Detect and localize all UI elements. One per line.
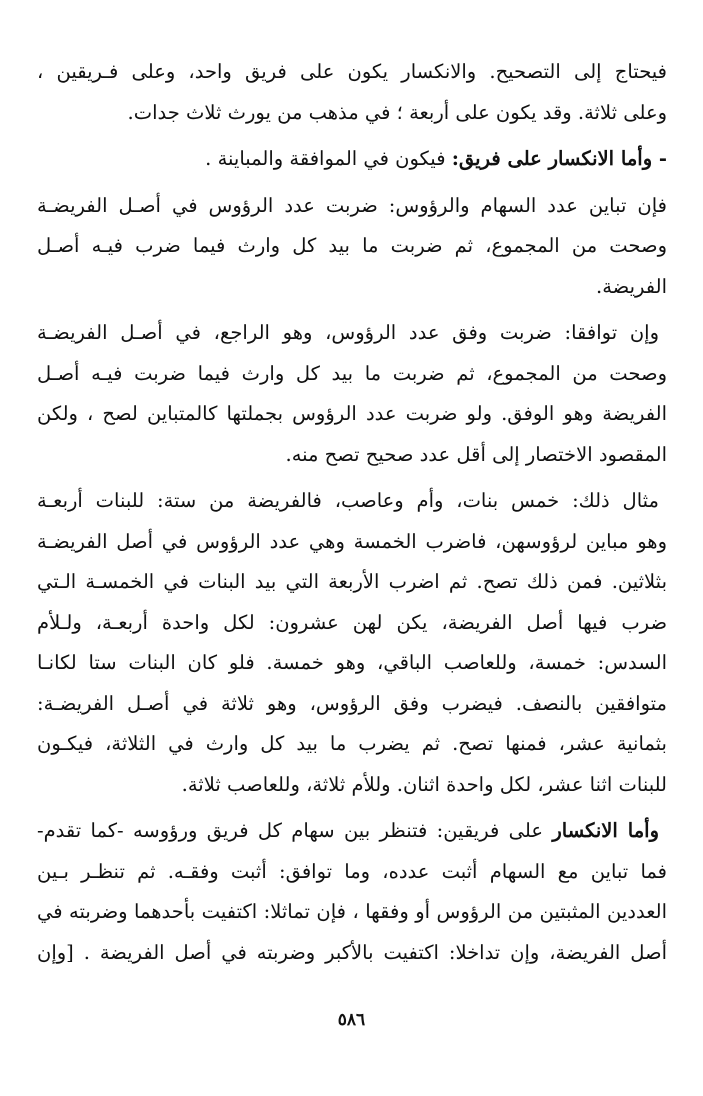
paragraph (37, 811, 667, 973)
bold-heading: وأما الانكسار (552, 819, 660, 842)
text-line (37, 811, 667, 852)
text-line: وهو مباين لرؤوسهن، فاضرب الخمسة وهي عدد الرؤوس في أصل الفريضـة (37, 529, 667, 553)
line-text: فيكون في الموافقة والمباينة . (205, 147, 452, 170)
text-line: فيحتاج إلى التصحيح. والانكسار يكون على فريق واحد، وعلى فـريقين ، (37, 60, 667, 83)
paragraph (37, 481, 667, 805)
text-line: العددين المثبتين من الرؤوس أو وفقها ، فإن تماثلا: اكتفيت بأحدهما وضربته في (37, 900, 667, 923)
text-line: المقصود الاختصار إلى أقل عدد صحيح تصح منه. (285, 442, 667, 466)
text-line: فإن تباين عدد السهام والرؤوس: ضربت عدد الرؤوس في أصـل الفريضـة (37, 193, 667, 217)
text-line: الفريضة وهو الوفق. ولو ضربت عدد الرؤوس بجملتها كالمتباين لصح ، ولكن (37, 402, 667, 425)
paragraph (37, 139, 667, 180)
text-line: وصحت من المجموع، ثم ضربت ما بيد كل وارث فيما ضرب فيـه أصـل (37, 234, 667, 257)
line-text: على فريقين: فتنظر بين سهام كل فريق ورؤوسه -كما تقدم- (37, 819, 553, 842)
paragraph (37, 186, 667, 308)
text-line: بثمانية عشر، فمنها تصح. ثم يضرب ما بيد كل وارث في الثلاثة، فيكـون (37, 732, 667, 755)
page-body (37, 52, 667, 979)
paragraph (37, 52, 667, 133)
text-line: فما تباين مع السهام أثبت عدده، وما توافق: أثبت وفقـه. ثم تنظـر بـين (37, 859, 667, 883)
bold-heading: - وأما الانكسار على فريق: (451, 147, 667, 170)
text-line: ضرب فيها أصل الفريضة، يكن لهن عشرون: لكل واحدة أربعـة، ولـلأم (37, 610, 667, 634)
text-line: السدس: خمسة، وللعاصب الباقي، وهو خمسة. فلو كان البنات ستا لكانـا (37, 651, 667, 674)
text-line: للبنات اثنا عشر، لكل واحدة اثنان. وللأم ثلاثة، وللعاصب ثلاثة. (181, 772, 667, 796)
text-line: مثال ذلك: خمس بنات، وأم وعاصب، فالفريضة من ستة: للبنات أربعـة (37, 489, 659, 512)
text-line: متوافقين بالنصف. فيضرب وفق الرؤوس، وهو ثلاثة في أصـل الفريضـة: (37, 691, 667, 715)
text-line: وإن توافقا: ضربت وفق عدد الرؤوس، وهو الراجع، في أصـل الفريضـة (37, 321, 659, 344)
paragraph (37, 313, 667, 475)
text-line: الفريضة. (596, 274, 667, 298)
text-line (37, 139, 667, 180)
text-line: وصحت من المجموع، ثم ضربت ما بيد كل وارث فيما ضربت فيـه أصـل (37, 361, 667, 385)
text-line: أصل الفريضة، وإن تداخلا: اكتفيت بالأكبر وضربته في أصل الفريضة . [وإن (37, 940, 667, 964)
text-line: وعلى ثلاثة. وقد يكون على أربعة ؛ في مذهب من يورث ثلاث جدات. (127, 100, 667, 124)
text-line: بثلاثين. فمن ذلك تصح. ثم اضرب الأربعة التي بيد البنات في الخمسـة الـتي (37, 570, 667, 593)
page-number: ٥٨٦ (337, 1010, 366, 1030)
